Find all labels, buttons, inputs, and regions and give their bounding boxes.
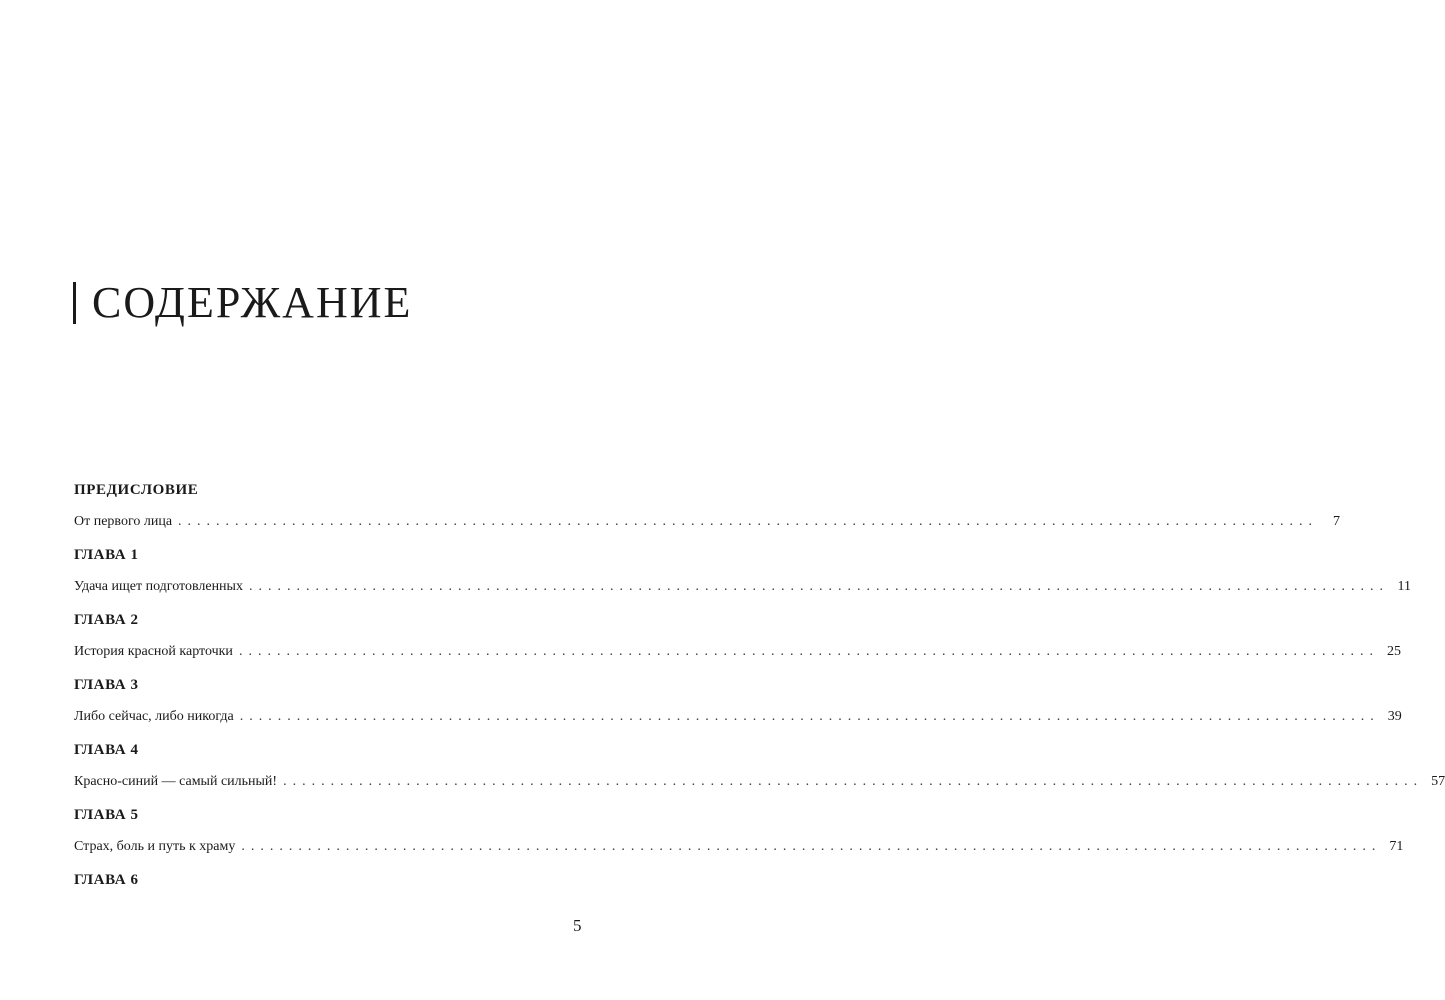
toc-entry-page: 25 — [1386, 644, 1401, 659]
toc-entry[interactable] — [74, 643, 1401, 661]
toc-entry-page: 71 — [1389, 839, 1404, 854]
toc-section-chapter-6 — [74, 870, 544, 890]
toc-entry-title: Страх, боль и путь к храму — [74, 839, 236, 854]
toc-section-chapter-2 — [74, 610, 1401, 661]
toc-entry-page: 57 — [1431, 774, 1445, 789]
dot-leader: ........................................................................................................................ — [178, 514, 1319, 529]
toc-entry[interactable] — [74, 708, 1402, 726]
toc-heading: ГЛАВА 6 — [74, 872, 139, 888]
toc-heading: ПРЕДИСЛОВИЕ — [74, 482, 199, 498]
page-title: СОДЕРЖАНИЕ — [92, 278, 413, 327]
toc-heading: ГЛАВА 3 — [74, 677, 139, 693]
toc-entry-page: 11 — [1397, 579, 1411, 594]
toc-section-chapter-1 — [74, 545, 1411, 596]
toc-entry-title: Удача ищет подготовленных — [74, 579, 243, 594]
toc-section-chapter-5 — [74, 805, 1404, 856]
toc-entry[interactable] — [74, 578, 1411, 596]
toc-entry[interactable] — [74, 773, 1445, 791]
dot-leader: ........................................................................................................................ — [239, 709, 1380, 724]
toc-entry-page: 7 — [1333, 514, 1341, 529]
toc-entry-title: Либо сейчас, либо никогда — [74, 709, 234, 724]
toc-heading: ГЛАВА 1 — [74, 547, 139, 563]
toc-entry-title: От первого лица — [74, 514, 173, 529]
toc-entry-title: Красно-синий — самый сильный! — [74, 774, 278, 789]
toc-section-chapter-4 — [74, 740, 1445, 791]
toc-section-preface — [74, 480, 1341, 531]
toc-section-chapter-3 — [74, 675, 1402, 726]
title-block — [73, 280, 412, 326]
dot-leader: ........................................................................................................................ — [238, 644, 1379, 659]
toc-heading: ГЛАВА 5 — [74, 807, 139, 823]
toc-heading: ГЛАВА 4 — [74, 742, 139, 758]
dot-leader: ........................................................................................................................ — [241, 839, 1382, 854]
title-vertical-bar — [73, 282, 76, 324]
page-number: 5 — [573, 916, 582, 935]
dot-leader: ........................................................................................................................ — [248, 579, 1389, 594]
toc-entry[interactable] — [74, 838, 1404, 856]
toc-entry-page: 39 — [1387, 709, 1402, 724]
table-of-contents — [74, 480, 1445, 903]
toc-heading: ГЛАВА 2 — [74, 612, 139, 628]
toc-entry-title: История красной карточки — [74, 644, 233, 659]
dot-leader: ........................................................................................................................ — [283, 774, 1424, 789]
toc-entry[interactable] — [74, 513, 1341, 531]
